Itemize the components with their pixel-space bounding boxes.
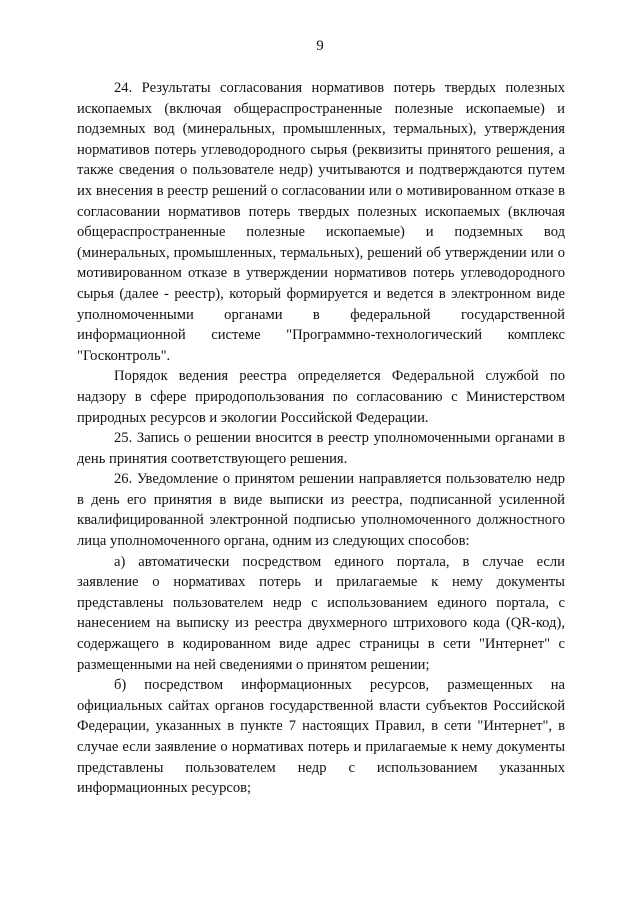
paragraph-25: 25. Запись о решении вносится в реестр уполномоченными органами в день принятия соответствующего решения. [77, 430, 565, 467]
paragraph-26-b: б) посредством информационных ресурсов, размещенных на официальных сайтах органов государственной власти субъектов Российской Федерации, указанных в пункте 7 настоящих Правил, в сети "Интернет", в случае если заявление о нормативах потерь и прилагаемые к нему документы представлены пользователем недр с использованием указанных информационных ресурсов; [77, 677, 565, 797]
paragraph-26: 26. Уведомление о принятом решении направляется пользователю недр в день его принятия в виде выписки из реестра, подписанной усиленной квалифицированной электронной подписью уполномоченного должностного лица уполномоченного органа, одним из следующих способов: [77, 471, 565, 550]
page-number: 9 [316, 38, 324, 54]
paragraph-26-a: а) автоматически посредством единого портала, в случае если заявление о нормативах потерь и прилагаемые к нему документы представлены пользователем недр с использованием единого портала, с нанесением на выписку из реестра двухмерного штрихового кода (QR-код), содержащего в кодированном виде адрес страницы в сети "Интернет" с размещенными на ней сведениями о принятом решении; [77, 553, 565, 673]
paragraph-registry-procedure: Порядок ведения реестра определяется Федеральной службой по надзору в сфере природопользования по согласованию с Министерством природных ресурсов и экологии Российской Федерации. [77, 368, 565, 426]
document-body [77, 78, 565, 799]
paragraph-24: 24. Результаты согласования нормативов потерь твердых полезных ископаемых (включая общераспространенные полезные ископаемые) и подземных вод (минеральных, промышленных, термальных), утверждения нормативов потерь углеводородного сырья (реквизиты принятого решения, а также сведения о пользователе недр) учитываются и подтверждаются путем их внесения в реестр решений о согласовании или о мотивированном отказе в согласовании нормативов потерь твердых полезных ископаемых (включая общераспространенные полезные ископаемые) и подземных вод (минеральных, промышленных, термальных), решений об утверждении или о мотивированном отказе в утверждении нормативов потерь углеводородного сырья (далее - реестр), который формируется и ведется в электронном виде уполномоченными органами в федеральной государственной информационной системе "Программно-технологический комплекс "Госконтроль". [77, 80, 565, 364]
